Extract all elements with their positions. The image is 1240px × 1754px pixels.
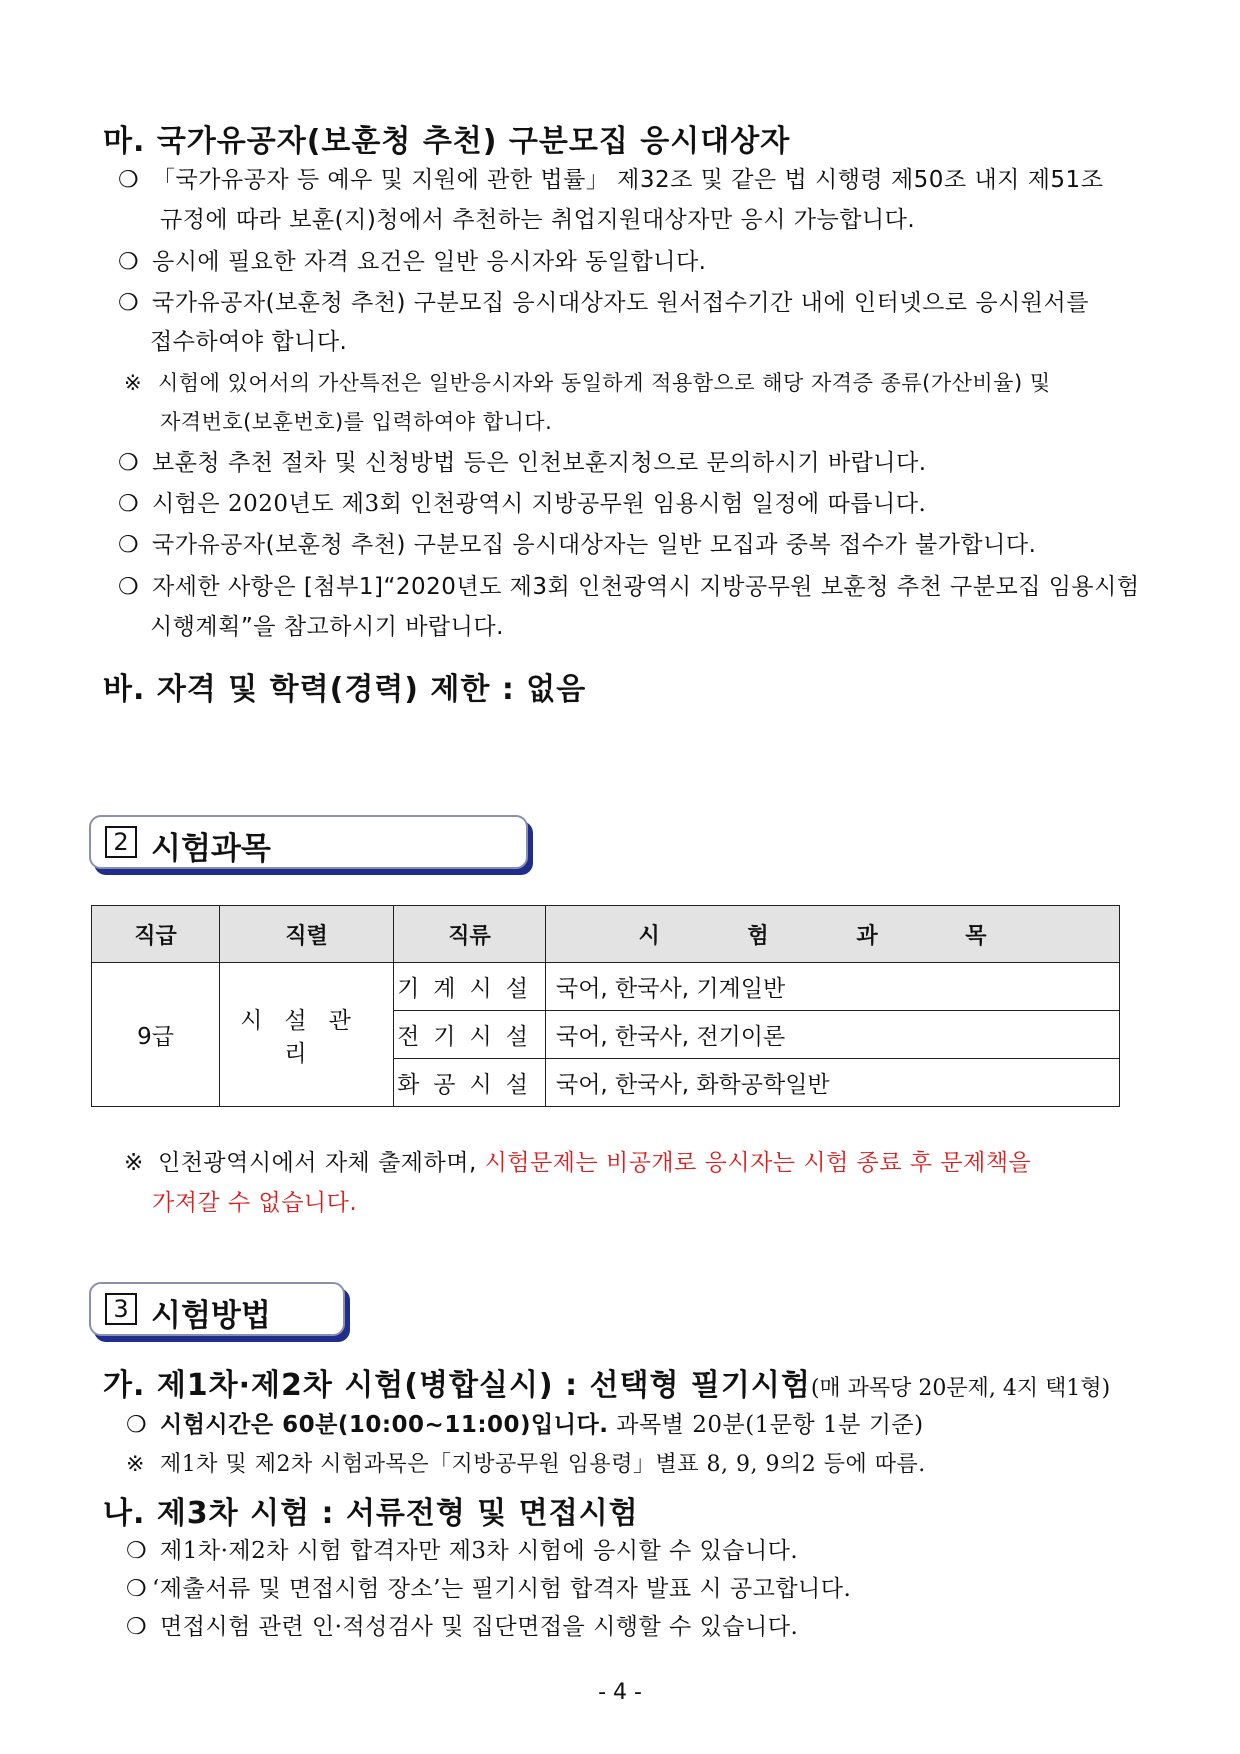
item-text: ‘제출서류 및 면접시험 장소’는 필기시험 합격자 발표 시 공고합니다. (152, 1576, 852, 1602)
list-item (126, 1450, 926, 1480)
cell-series: 시설관리 (220, 963, 394, 1107)
circle-bullet-icon: ❍ (126, 1614, 148, 1640)
header-grade: 직급 (92, 906, 220, 963)
circle-bullet-icon: ❍ (118, 491, 140, 517)
circle-bullet-icon: ❍ (118, 450, 140, 476)
item-text-cont: 접수하여야 합니다. (150, 329, 348, 355)
item-text: 국가유공자(보훈청 추천) 구분모집 응시대상자도 원서접수기간 내에 인터넷으로 응시원서를 (152, 290, 1089, 316)
header-subjects: 시 험 과 목 (546, 906, 1120, 963)
list-item (118, 530, 1036, 560)
list-item (126, 1536, 798, 1566)
list-item (118, 165, 1103, 195)
cell-type: 화공시설 (394, 1059, 546, 1107)
header-series: 직렬 (220, 906, 394, 963)
circle-bullet-icon: ❍ (118, 249, 140, 275)
list-item (126, 1574, 851, 1604)
exam-time-bold: 시험시간은 60분(10:00~11:00)입니다. (160, 1412, 609, 1438)
table-row (92, 963, 1120, 1011)
circle-bullet-icon: ❍ (126, 1412, 148, 1438)
section-number: 2 (105, 826, 137, 858)
note-text-red-cont: 가져갈 수 없습니다. (152, 1190, 358, 1216)
table-header-row (92, 906, 1120, 963)
item-text: 시험은 2020년도 제3회 인천광역시 지방공무원 임용시험 일정에 따릅니다. (152, 491, 927, 517)
page-number: - 4 - (598, 1680, 642, 1705)
item-text: 국가유공자(보훈청 추천) 구분모집 응시대상자는 일반 모집과 중복 접수가 불가합니다. (152, 532, 1037, 558)
cell-grade: 9급 (92, 963, 220, 1107)
header-type: 직류 (394, 906, 546, 963)
section-ga-heading: 가. 제1차·제2차 시험(병합실시) : 선택형 필기시험 (103, 1368, 811, 1403)
item-text: 보훈청 추천 절차 및 신청방법 등은 인천보훈지청으로 문의하시기 바랍니다. (152, 450, 927, 476)
item-text: 시험에 있어서의 가산특전은 일반응시자와 동일하게 적용함으로 해당 자격증 종류(가산비율) 및 (158, 371, 1051, 395)
note-text: 제1차 및 제2차 시험과목은「지방공무원 임용령」별표 8, 9, 9의2 등에 따름. (160, 1452, 926, 1477)
circle-bullet-icon: ❍ (118, 532, 140, 558)
list-item (118, 247, 706, 277)
item-text-cont: 규정에 따라 보훈(지)청에서 추천하는 취업지원대상자만 응시 가능합니다. (160, 207, 916, 233)
cell-type: 기계시설 (394, 963, 546, 1011)
exam-time-detail: 과목별 20분(1문항 1분 기준) (608, 1412, 924, 1438)
item-text: 「국가유공자 등 예우 및 지원에 관한 법률」 제32조 및 같은 법 시행령 제50조 내지 제51조 (152, 167, 1104, 193)
item-text-cont: 시행계획”을 참고하시기 바랍니다. (150, 614, 504, 640)
note-text-red: 시험문제는 비공개로 응시자는 시험 종료 후 문제책을 (484, 1150, 1032, 1176)
section-3-header (89, 1282, 345, 1336)
section-ga (103, 1360, 1110, 1404)
section-2-note (124, 1148, 1031, 1178)
list-item (118, 489, 926, 519)
list-item (118, 288, 1089, 318)
cell-subjects: 국어, 한국사, 화학공학일반 (546, 1059, 1120, 1107)
list-item (118, 572, 1140, 602)
reference-mark-icon: ※ (126, 1452, 145, 1477)
circle-bullet-icon: ❍ (118, 574, 140, 600)
section-2-header (89, 815, 528, 869)
list-item (124, 368, 1051, 398)
section-na-heading: 나. 제3차 시험 : 서류전형 및 면접시험 (103, 1496, 639, 1531)
item-text-cont: 자격번호(보훈번호)를 입력하여야 합니다. (160, 410, 553, 434)
section-title: 시험방법 (151, 1298, 271, 1334)
note-text: 인천광역시에서 자체 출제하며, (158, 1150, 485, 1176)
section-number: 3 (105, 1293, 137, 1325)
section-ga-suffix: (매 과목당 20문제, 4지 택1형) (810, 1376, 1111, 1401)
list-item (126, 1612, 798, 1642)
circle-bullet-icon: ❍ (126, 1538, 148, 1564)
section-title: 시험과목 (151, 831, 271, 867)
item-text: 제1차·제2차 시험 합격자만 제3차 시험에 응시할 수 있습니다. (160, 1538, 799, 1564)
reference-mark-icon: ※ (124, 371, 143, 395)
circle-bullet-icon: ❍ (118, 290, 140, 316)
cell-type: 전기시설 (394, 1011, 546, 1059)
item-text: 면접시험 관련 인·적성검사 및 집단면접을 시행할 수 있습니다. (160, 1614, 799, 1640)
cell-subjects: 국어, 한국사, 전기이론 (546, 1011, 1120, 1059)
circle-bullet-icon: ❍ (118, 167, 140, 193)
list-item (118, 448, 927, 478)
list-item (126, 1410, 924, 1440)
cell-subjects: 국어, 한국사, 기계일반 (546, 963, 1120, 1011)
item-text: 응시에 필요한 자격 요건은 일반 응시자와 동일합니다. (152, 249, 707, 275)
section-ba-heading: 바. 자격 및 학력(경력) 제한 : 없음 (103, 672, 587, 707)
circle-bullet-icon: ❍ (126, 1576, 148, 1602)
item-text: 자세한 사항은 [첨부1]“2020년도 제3회 인천광역시 지방공무원 보훈청 추천 구분모집 임용시험 (152, 574, 1140, 600)
section-ma-heading: 마. 국가유공자(보훈청 추천) 구분모집 응시대상자 (103, 124, 791, 159)
reference-mark-icon: ※ (124, 1150, 144, 1176)
exam-subjects-table (91, 905, 1120, 1107)
